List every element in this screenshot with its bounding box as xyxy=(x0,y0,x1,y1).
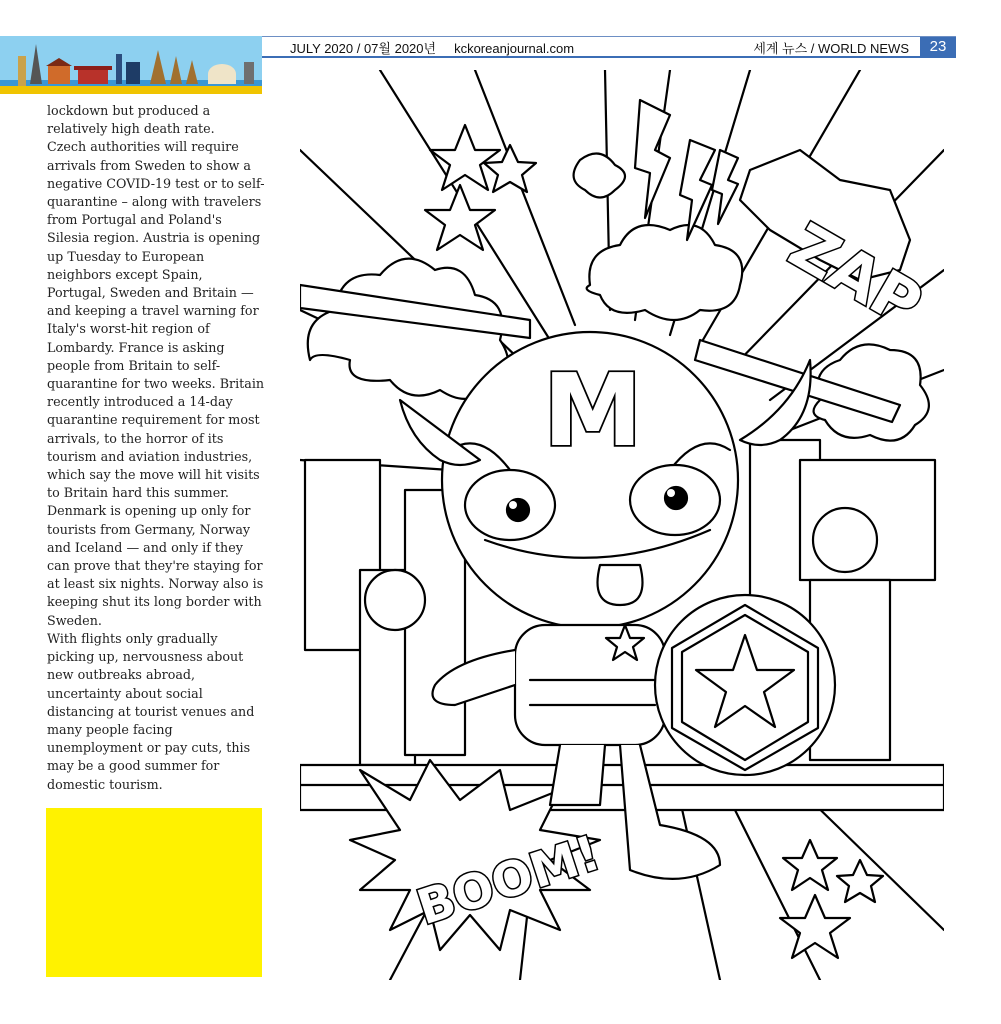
page-number: 23 xyxy=(920,37,956,57)
lightning-bolts xyxy=(635,100,738,240)
skyline-image xyxy=(0,36,262,94)
header-dateline xyxy=(290,38,574,57)
boom-text: BOOM! xyxy=(410,825,607,937)
header-top-rule xyxy=(262,36,956,37)
issue-date: JULY 2020 / 07월 2020년 xyxy=(290,41,437,56)
superhero-coloring-illustration xyxy=(300,70,944,980)
header-rule xyxy=(262,56,956,58)
travel-skyline-banner xyxy=(0,36,262,94)
article-paragraph: lockdown but produced a relatively high death rate. xyxy=(47,103,215,137)
yellow-ad-box xyxy=(46,808,262,977)
section-title: 세계 뉴스 / WORLD NEWS xyxy=(753,41,909,56)
mask-letter: M xyxy=(543,352,643,469)
zap-text: ZAP xyxy=(777,208,935,342)
site-url[interactable]: kckoreanjournal.com xyxy=(454,41,575,56)
article-paragraph: Czech authorities will require arrivals from Sweden to show a negative COVID-19 test or to self-quarantine – along with travelers from Portugal and Poland's Silesia region. Austria is opening up Tuesday to European neighbors except Spain, Portugal, Sweden and Britain — and keeping a travel warning for Italy's worst-hit region of Lombardy. France is asking people from Britain to self-quarantine for two weeks. Britain recently introduced a 14-day quarantine requirement for most arrivals, to the horror of its tourism and aviation industries, which say the move will hit visits to Britain hard this summer. Denmark is opening up only for tourists from Germany, Norway and Iceland — and only if they can prove that they're staying for at least six nights. Norway also is keeping shut its long border with Sweden. xyxy=(47,139,265,628)
article-column xyxy=(47,102,265,794)
article-paragraph: With flights only gradually picking up, nervousness about new outbreaks abroad, uncertainty about social distancing at tourist venues and many people facing unemployment or pay cuts, this may be a good summer for domestic tourism. xyxy=(47,630,255,792)
